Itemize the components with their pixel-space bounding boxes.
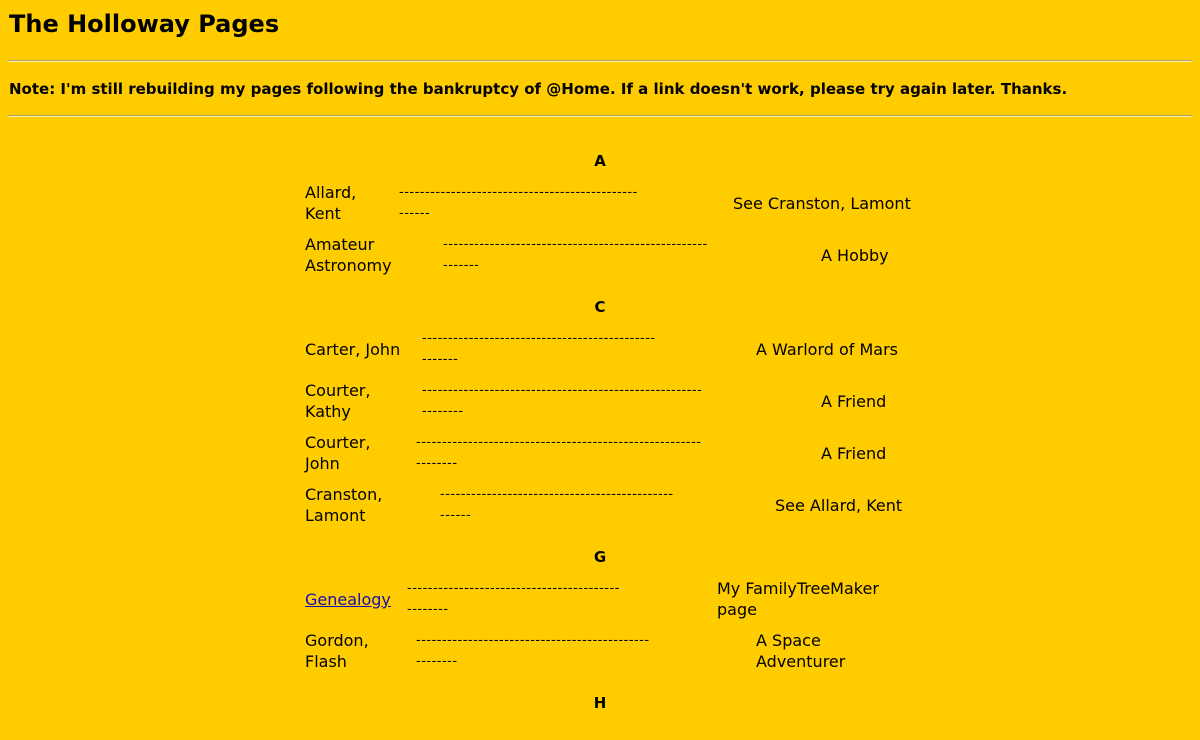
dash-line1: --------------------------------------------------- [443, 237, 708, 252]
entry-description [733, 193, 911, 214]
rebuild-note: Note: I'm still rebuilding my pages following the bankruptcy of @Home. If a link doesn't work, please try again later. Thanks. [9, 80, 1068, 98]
directory-entry [305, 484, 903, 526]
dash-leader [440, 484, 763, 526]
entry-description-line1: A Space [756, 631, 821, 650]
entry-name-link[interactable] [305, 589, 407, 610]
dash-line2: ------- [443, 258, 480, 273]
directory-entry [305, 432, 895, 474]
entry-name-line1: Cranston, [305, 485, 383, 504]
dash-leader [416, 630, 744, 672]
entry-name-line2: Lamont [305, 506, 366, 525]
directory-entry [305, 234, 895, 276]
entry-name-line1: Genealogy [305, 589, 391, 609]
dash-line1: --------------------------------------------- [422, 331, 656, 346]
dash-line1: --------------------------------------------- [416, 633, 650, 648]
dash-line2: -------- [416, 654, 458, 669]
entry-description-line1: My FamilyTreeMaker [717, 579, 879, 598]
entry-name [305, 630, 416, 672]
page-title: The Holloway Pages [9, 10, 280, 38]
dash-line2: -------- [422, 404, 464, 419]
dash-line2: ------ [440, 508, 472, 523]
directory-list [305, 150, 911, 734]
dash-line1: --------------------------------------------- [440, 487, 674, 502]
dash-line2: ------ [399, 206, 431, 221]
entry-name-line2: John [305, 454, 340, 473]
entry-name-line1: Carter, John [305, 339, 401, 359]
entry-name [305, 432, 416, 474]
entry-description [756, 630, 845, 672]
entry-description-line2: page [717, 600, 757, 619]
section-letter: H [593, 694, 607, 712]
entry-name-line1: Amateur [305, 235, 375, 254]
dash-line1: ----------------------------------------- [407, 581, 620, 596]
entry-description-line1: A Friend [821, 391, 887, 411]
entry-description [821, 245, 889, 266]
entry-name-line1: Courter, [305, 381, 371, 400]
dash-leader [416, 432, 809, 474]
dash-line2: -------- [407, 602, 449, 617]
entry-description [821, 391, 886, 412]
directory-entry [305, 328, 899, 370]
entry-description-line1: See Allard, Kent [775, 495, 903, 515]
directory-entry [305, 578, 895, 620]
section-letter: C [594, 298, 606, 316]
entry-description-line1: A Friend [821, 443, 887, 463]
entry-description [775, 495, 902, 516]
entry-name [305, 339, 422, 360]
directory-entry [305, 380, 895, 422]
entry-description [821, 443, 886, 464]
dash-leader [422, 380, 809, 422]
entry-name [305, 234, 443, 276]
directory-entry [305, 182, 911, 224]
section-letter: G [593, 548, 607, 566]
dash-leader [443, 234, 809, 276]
entry-name-line2: Kent [305, 204, 341, 223]
entry-name [305, 380, 422, 422]
dash-line1: ---------------------------------------------- [399, 185, 638, 200]
dash-leader [422, 328, 744, 370]
entry-name-line1: Gordon, [305, 631, 369, 650]
entry-name-line1: Courter, [305, 433, 371, 452]
section-a [305, 150, 911, 276]
directory-entry [305, 630, 895, 672]
section-h [305, 692, 895, 714]
dash-leader [407, 578, 705, 620]
entry-name [305, 182, 399, 224]
section-letter: A [594, 152, 606, 170]
horizontal-rule-bottom [8, 115, 1192, 117]
entry-description-line2: Adventurer [756, 652, 846, 671]
entry-name-line2: Kathy [305, 402, 351, 421]
entry-description-line1: See Cranston, Lamont [733, 193, 911, 213]
entry-name-line2: Flash [305, 652, 347, 671]
dash-line1: ------------------------------------------------------- [416, 435, 702, 450]
section-c [305, 296, 903, 526]
entry-name-line1: Allard, [305, 183, 357, 202]
entry-description [717, 578, 879, 620]
entry-name-line2: Astronomy [305, 256, 392, 275]
dash-leader [399, 182, 721, 224]
dash-line2: -------- [416, 456, 458, 471]
section-g [305, 546, 895, 672]
entry-description [756, 339, 898, 360]
entry-description-line1: A Hobby [821, 245, 889, 265]
entry-name [305, 484, 440, 526]
entry-description-line1: A Warlord of Mars [756, 339, 899, 359]
dash-line1: ------------------------------------------------------ [422, 383, 703, 398]
dash-line2: ------- [422, 352, 459, 367]
horizontal-rule-top [8, 60, 1192, 62]
